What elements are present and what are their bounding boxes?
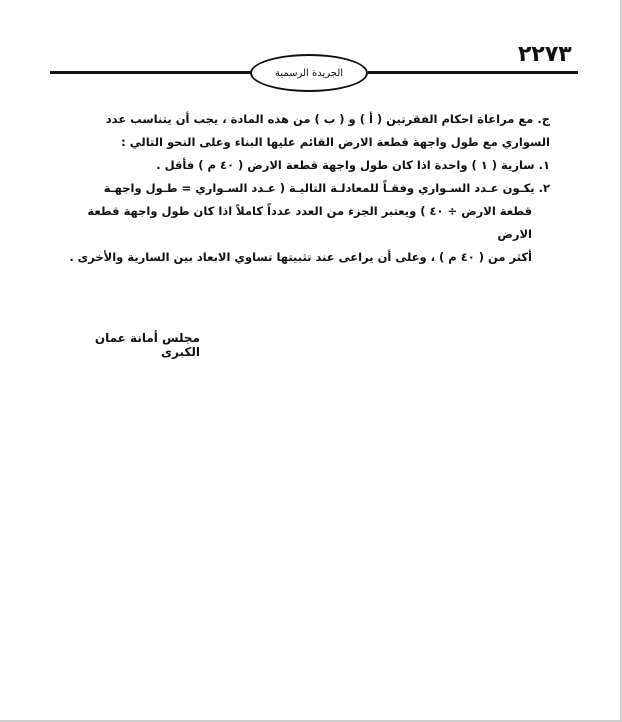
intro-paragraph: ج. مع مراعاة احكام الفقرتين ( أ ) و ( ب ) من هذه المادة ، يجب أن يتناسب عدد السواري مع طول واجهة قطعة الارض القائم عليها البناء وعلى النحو التالي : xyxy=(105,112,550,149)
header-rule-left xyxy=(50,71,252,74)
list-item-1: ١. سارية ( ١ ) واحدة اذا كان طول واجهة قطعة الارض ( ٤٠ م ) فأقل . xyxy=(156,158,550,172)
list-item-2-line-3: أكثر من ( ٤٠ م ) ، وعلى أن يراعى عند تثبيتها تساوي الابعاد بين السارية والأخرى . xyxy=(69,250,532,264)
list-item-2-line-2: قطعة الارض ÷ ٤٠ ) ويعتبر الجزء من العدد عدداً كاملاً اذا كان طول واجهة قطعة الارض xyxy=(87,204,532,241)
signature-block: مجلس أمانة عمان الكبرى xyxy=(94,331,200,359)
list-item-2-line-1: ٢. يكـون عـدد السـواري وفقـاً للمعادلـة التاليـة ( عـدد السـواري = طـول واجهـة xyxy=(103,181,550,195)
publication-title-badge xyxy=(250,54,368,92)
article-body xyxy=(60,108,550,269)
page-number: ٢٢٧٣ xyxy=(518,42,572,67)
header-rule-right xyxy=(368,71,578,74)
publication-title: الجريدة الرسمية xyxy=(274,67,344,79)
